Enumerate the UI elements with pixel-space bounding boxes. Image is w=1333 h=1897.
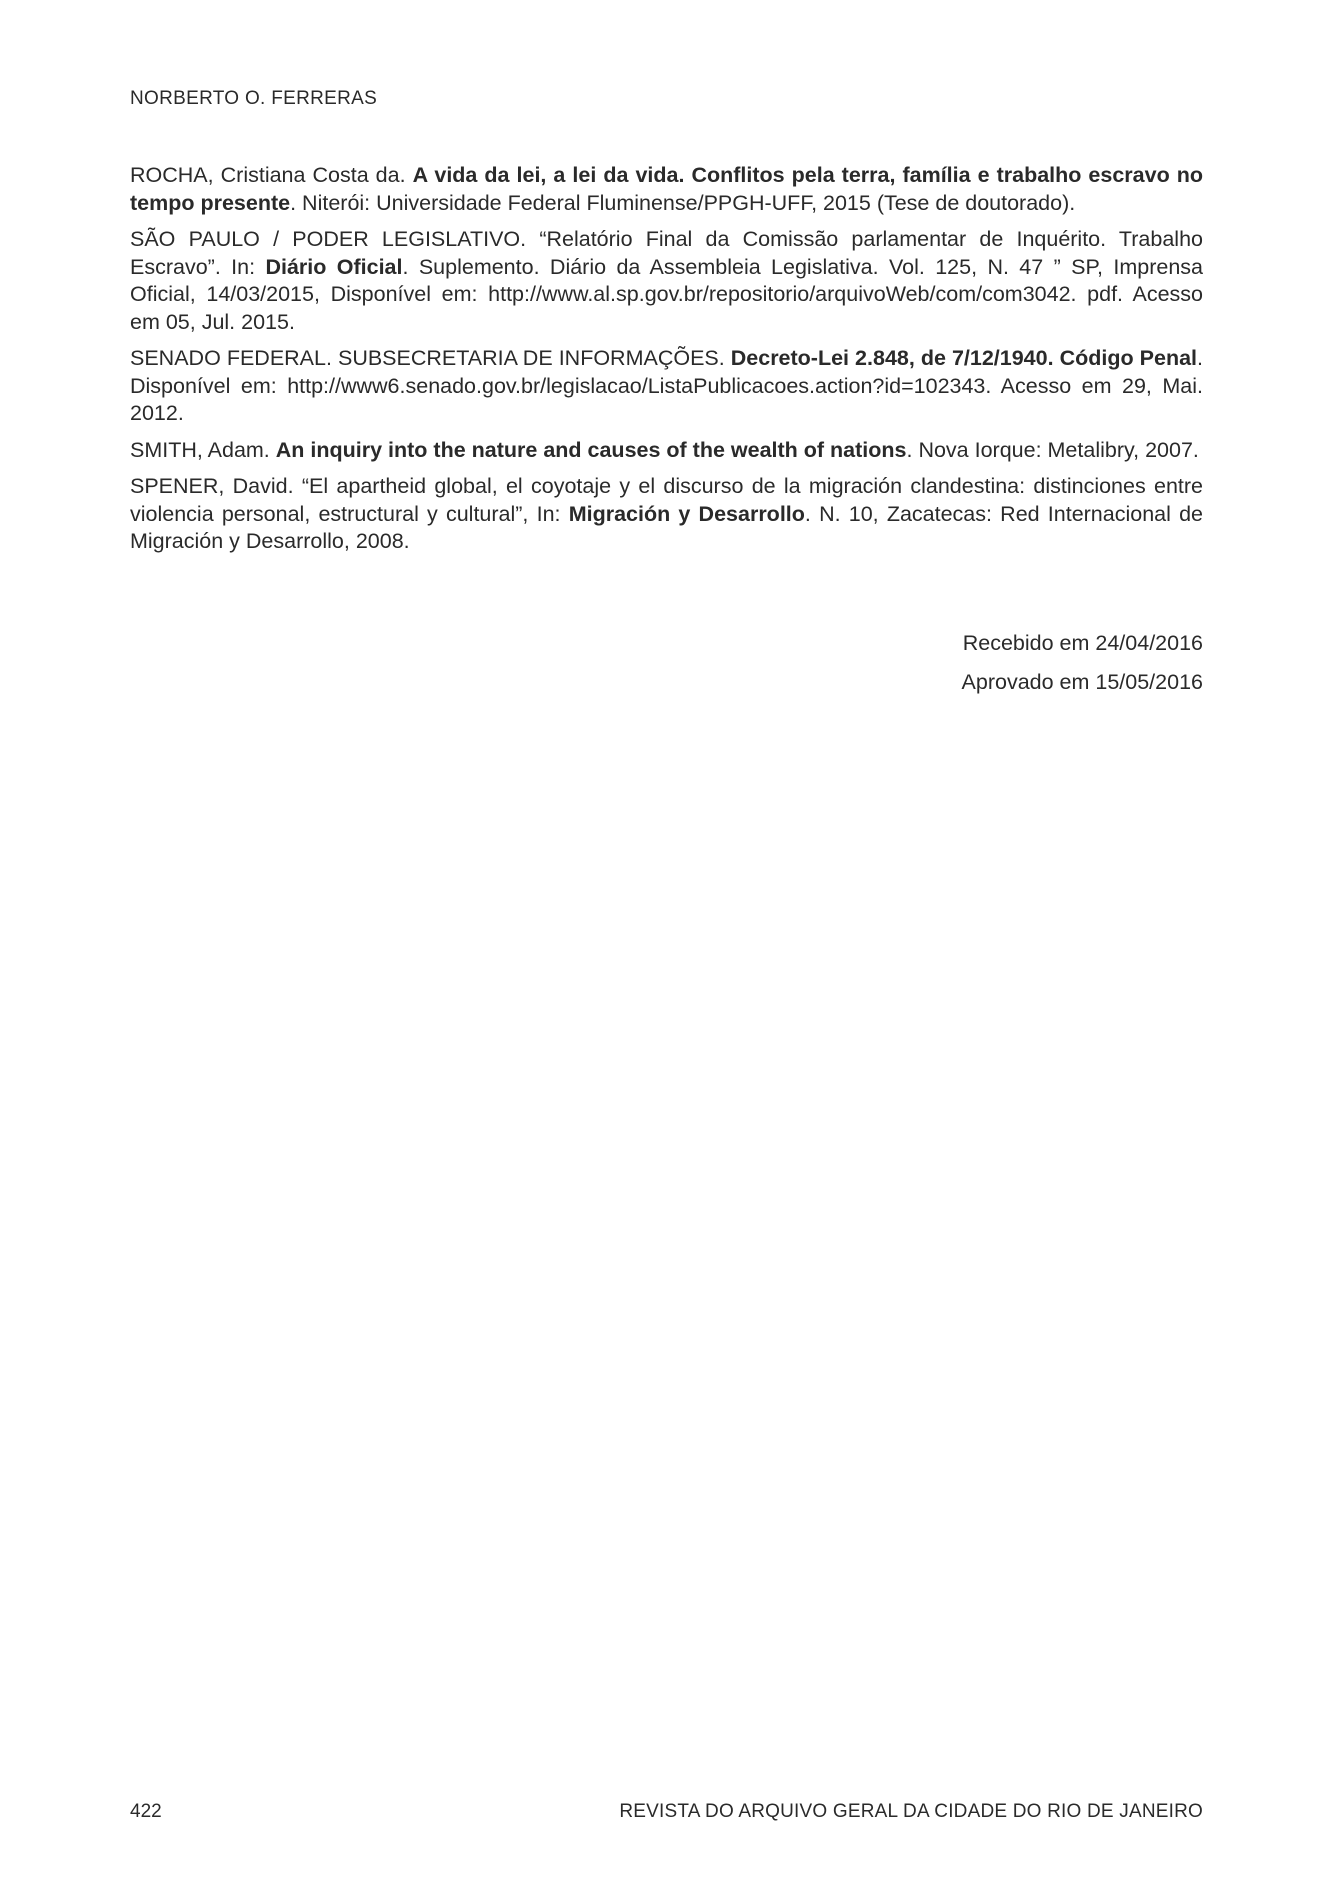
reference-details: . Suplemento. Diário da Assembleia Legislativa. Vol. 125, N. 47 ” SP, Imprensa Oficial, 14/03/2015, Disponível em: http://www.al.sp.gov.br/repositorio/arquivoWeb/com/com3042. pdf. Acesso em 05, Jul. 2015. bbox=[130, 254, 1204, 334]
received-date: Recebido em 24/04/2016 bbox=[962, 631, 1203, 655]
reference-details: . Niterói: Universidade Federal Fluminense/PPGH-UFF, 2015 (Tese de doutorado). bbox=[290, 190, 1076, 215]
reference-title: Diário Oficial bbox=[265, 254, 403, 279]
reference-details: . N. 10, Zacatecas: Red Internacional de Migración y Desarrollo, 2008. bbox=[130, 501, 1203, 553]
reference-title: Migración y Desarrollo bbox=[568, 501, 805, 526]
reference-title: An inquiry into the nature and causes of the wealth of nations bbox=[275, 437, 907, 462]
reference-sao-paulo bbox=[130, 226, 1203, 336]
reference-author: ROCHA, Cristiana Costa da. bbox=[130, 163, 413, 187]
reference-author: SÃO PAULO / PODER LEGISLATIVO. “Relatório Final da Comissão parlamentar de Inquérito. Trabalho Escravo”. In: bbox=[130, 227, 1203, 279]
reference-list bbox=[130, 162, 1203, 565]
reference-author: SENADO FEDERAL. SUBSECRETARIA DE INFORMAÇÕES. bbox=[130, 346, 731, 370]
reference-author: SMITH, Adam. bbox=[130, 437, 276, 462]
approved-date: Aprovado em 15/05/2016 bbox=[961, 670, 1203, 694]
reference-senado bbox=[130, 345, 1203, 428]
running-header: NORBERTO O. FERRERAS bbox=[130, 88, 378, 109]
reference-details: . Disponível em: http://www6.senado.gov.br/legislacao/ListaPublicacoes.action?id=102343. Acesso em 29, Mai. 2012. bbox=[130, 346, 1203, 425]
reference-title: A vida da lei, a lei da vida. Conflitos pela terra, família e trabalho escravo no tempo presente bbox=[130, 163, 1204, 215]
reference-author: SPENER, David. “El apartheid global, el coyotaje y el discurso de la migración clandestina: distinciones entre violencia personal, estructural y cultural”, In: bbox=[130, 474, 1203, 526]
reference-smith bbox=[130, 437, 1203, 465]
reference-spener bbox=[130, 473, 1203, 556]
page-number: 422 bbox=[130, 1801, 162, 1822]
reference-details: . Nova Iorque: Metalibry, 2007. bbox=[906, 437, 1199, 462]
journal-title: REVISTA DO ARQUIVO GERAL DA CIDADE DO RIO DE JANEIRO bbox=[619, 1801, 1203, 1822]
reference-title: Decreto-Lei 2.848, de 7/12/1940. Código Penal bbox=[730, 346, 1198, 370]
reference-rocha bbox=[130, 162, 1203, 217]
